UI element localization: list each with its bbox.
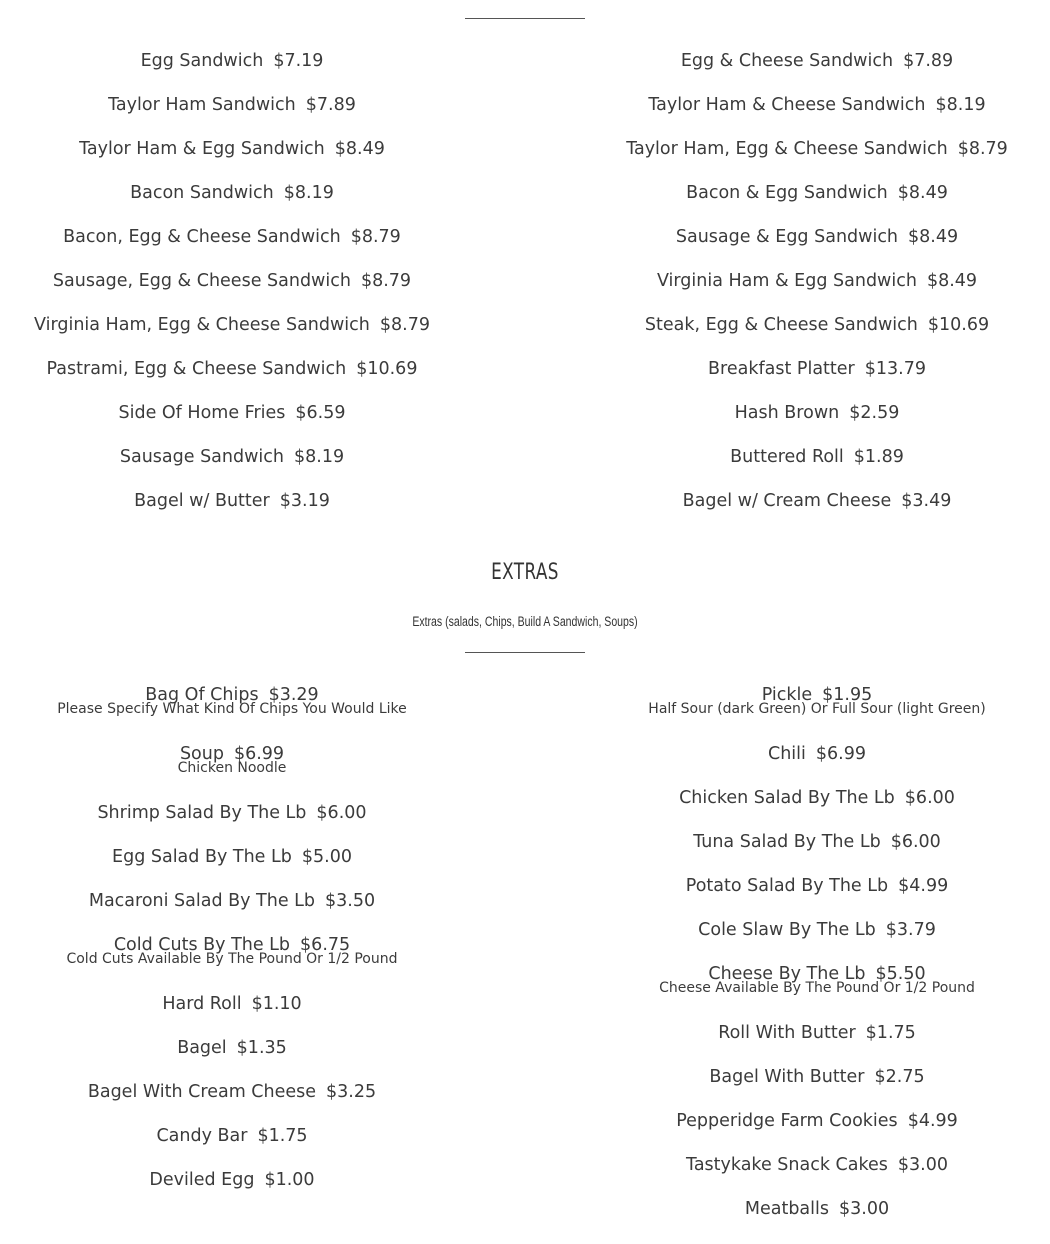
menu-item-name: Deviled Egg (149, 1170, 255, 1190)
menu-item (16, 879, 448, 923)
menu-item-price: $1.10 (251, 994, 302, 1014)
menu-item-name: Tastykake Snack Cakes (686, 1155, 888, 1175)
menu-item-price: $7.89 (305, 95, 356, 115)
menu-item-name: Bagel With Cream Cheese (87, 1082, 317, 1102)
breakfast-right-column (602, 39, 1032, 523)
menu-item (16, 835, 448, 879)
menu-item-note: Please Specify What Kind Of Chips You Would Like (57, 701, 407, 717)
extras-left-column (16, 673, 448, 1202)
menu-item-name: Breakfast Platter (708, 359, 855, 379)
menu-item (602, 1055, 1032, 1099)
menu-item-name: Pickle (761, 685, 813, 705)
extras-section-subtitle: Extras (salads, Chips, Build A Sandwich, Soups) (412, 614, 638, 629)
menu-item-price: $2.59 (849, 403, 900, 423)
menu-item (602, 39, 1032, 83)
menu-item (16, 39, 448, 83)
menu-item-price: $1.75 (257, 1126, 308, 1146)
menu-item (602, 820, 1032, 864)
menu-item (602, 347, 1032, 391)
menu-item-name: Bacon Sandwich (130, 183, 274, 203)
menu-item (602, 83, 1032, 127)
menu-item (602, 1143, 1032, 1187)
menu-item (16, 171, 448, 215)
menu-item-name: Roll With Butter (718, 1023, 856, 1043)
menu-item-name: Virginia Ham, Egg & Cheese Sandwich (34, 315, 370, 335)
menu-item-name: Chili (767, 744, 806, 764)
menu-item (602, 908, 1032, 952)
menu-item-price: $6.99 (815, 744, 866, 764)
menu-item (602, 1187, 1032, 1231)
menu-item-name: Taylor Ham, Egg & Cheese Sandwich (626, 139, 948, 159)
menu-item-price: $8.19 (935, 95, 986, 115)
menu-item (16, 1158, 448, 1202)
menu-item-price: $4.99 (907, 1111, 958, 1131)
menu-item-name: Taylor Ham & Cheese Sandwich (648, 95, 926, 115)
menu-item-price: $13.79 (864, 359, 926, 379)
menu-item-name: Cole Slaw By The Lb (698, 920, 876, 940)
menu-item-name: Buttered Roll (730, 447, 844, 467)
menu-item (16, 303, 448, 347)
menu-item-name: Pastrami, Egg & Cheese Sandwich (46, 359, 347, 379)
menu-item-price: $8.19 (294, 447, 345, 467)
menu-item-name: Bagel (177, 1038, 227, 1058)
menu-item-price: $1.75 (865, 1023, 916, 1043)
menu-item (602, 864, 1032, 908)
menu-item-price: $3.19 (279, 491, 330, 511)
menu-item (602, 1011, 1032, 1055)
menu-item (602, 303, 1032, 347)
menu-item-name: Meatballs (744, 1199, 829, 1219)
menu-item (16, 1114, 448, 1158)
menu-item-price: $5.50 (875, 964, 926, 984)
menu-item-name: Side Of Home Fries (118, 403, 286, 423)
menu-item-price: $3.49 (901, 491, 952, 511)
menu-item-price: $8.79 (360, 271, 412, 291)
menu-item (16, 83, 448, 127)
menu-item-name: Bagel w/ Cream Cheese (682, 491, 892, 511)
menu-item-price: $1.35 (236, 1038, 287, 1058)
menu-item-name: Steak, Egg & Cheese Sandwich (644, 315, 918, 335)
menu-item-price: $8.79 (957, 139, 1008, 159)
menu-item-name: Bag Of Chips (145, 685, 259, 705)
menu-item (16, 347, 448, 391)
menu-item-name: Cheese By The Lb (708, 964, 866, 984)
menu-item (602, 732, 1032, 776)
menu-item-name: Sausage, Egg & Cheese Sandwich (52, 271, 351, 291)
menu-item-name: Taylor Ham & Egg Sandwich (79, 139, 325, 159)
menu-item-price: $6.75 (300, 935, 351, 955)
menu-item-price: $6.00 (890, 832, 941, 852)
menu-item-price: $8.19 (283, 183, 334, 203)
menu-item-price: $3.00 (897, 1155, 948, 1175)
menu-item-price: $10.69 (927, 315, 990, 335)
menu-item-note: Half Sour (dark Green) Or Full Sour (light Green) (648, 701, 986, 717)
menu-item-price: $5.00 (301, 847, 352, 867)
menu-item (16, 791, 448, 835)
menu-item (602, 215, 1032, 259)
menu-item-price: $6.00 (904, 788, 955, 808)
menu-item-name: Potato Salad By The Lb (685, 876, 889, 896)
menu-item (16, 127, 448, 171)
menu-item-note: Chicken Noodle (177, 760, 287, 776)
menu-item (602, 259, 1032, 303)
menu-item (602, 171, 1032, 215)
menu-item-price: $8.79 (379, 315, 430, 335)
menu-item-price: $8.79 (350, 227, 401, 247)
extras-section-title: EXTRAS (491, 560, 559, 585)
menu-item (602, 1099, 1032, 1143)
menu-item-price: $8.49 (334, 139, 385, 159)
menu-item-name: Tuna Salad By The Lb (693, 832, 881, 852)
menu-item (16, 479, 448, 523)
menu-item (16, 391, 448, 435)
menu-item-price: $6.59 (295, 403, 346, 423)
menu-item-price: $3.25 (326, 1082, 377, 1102)
menu-item (602, 776, 1032, 820)
menu-item-name: Bagel w/ Butter (134, 491, 270, 511)
menu-item-price: $3.00 (839, 1199, 890, 1219)
menu-item-price: $8.49 (926, 271, 978, 291)
menu-item-name: Pepperidge Farm Cookies (676, 1111, 898, 1131)
menu-item-name: Soup (179, 744, 224, 764)
menu-item-price: $6.00 (316, 803, 367, 823)
menu-item (16, 435, 448, 479)
menu-item-name: Hard Roll (162, 994, 242, 1014)
menu-item-price: $3.79 (885, 920, 936, 940)
menu-item-price: $1.95 (822, 685, 873, 705)
extras-divider (465, 652, 585, 653)
menu-item-price: $3.29 (268, 685, 319, 705)
menu-item (602, 435, 1032, 479)
menu-item-name: Sausage & Egg Sandwich (675, 227, 899, 247)
menu-item-price: $1.00 (264, 1170, 315, 1190)
menu-item-price: $8.49 (908, 227, 959, 247)
menu-item (16, 259, 448, 303)
menu-item (602, 479, 1032, 523)
menu-item-price: $1.89 (853, 447, 904, 467)
menu-item-note: Cheese Available By The Pound Or 1/2 Pound (659, 980, 975, 996)
menu-item-note: Cold Cuts Available By The Pound Or 1/2 Pound (66, 951, 398, 967)
menu-item-price: $3.50 (325, 891, 376, 911)
menu-item-name: Egg & Cheese Sandwich (680, 51, 894, 71)
menu-item-name: Egg Salad By The Lb (112, 847, 292, 867)
menu-item (16, 1026, 448, 1070)
menu-item-name: Bacon, Egg & Cheese Sandwich (63, 227, 341, 247)
menu-item (16, 1070, 448, 1114)
menu-item-name: Shrimp Salad By The Lb (97, 803, 307, 823)
menu-item-name: Virginia Ham & Egg Sandwich (656, 271, 917, 291)
menu-item-price: $6.99 (233, 744, 285, 764)
menu-item (16, 982, 448, 1026)
menu-item-price: $8.49 (897, 183, 948, 203)
menu-item-price: $7.19 (273, 51, 324, 71)
menu-item-name: Bacon & Egg Sandwich (686, 183, 888, 203)
menu-item-name: Candy Bar (156, 1126, 248, 1146)
menu-item (16, 215, 448, 259)
menu-item-name: Egg Sandwich (140, 51, 264, 71)
breakfast-left-column (16, 39, 448, 523)
menu-item (602, 127, 1032, 171)
menu-item-name: Chicken Salad By The Lb (679, 788, 895, 808)
menu-item-price: $2.75 (874, 1067, 925, 1087)
menu-item-name: Sausage Sandwich (119, 447, 284, 467)
top-divider (465, 18, 585, 19)
menu-item-name: Taylor Ham Sandwich (108, 95, 296, 115)
menu-item-name: Hash Brown (734, 403, 840, 423)
menu-item (602, 391, 1032, 435)
menu-item-name: Bagel With Butter (709, 1067, 865, 1087)
extras-right-column (602, 673, 1032, 1231)
menu-item-name: Cold Cuts By The Lb (113, 935, 291, 955)
menu-item-price: $4.99 (898, 876, 949, 896)
menu-item-price: $10.69 (356, 359, 418, 379)
menu-item-name: Macaroni Salad By The Lb (88, 891, 316, 911)
menu-item-price: $7.89 (903, 51, 954, 71)
